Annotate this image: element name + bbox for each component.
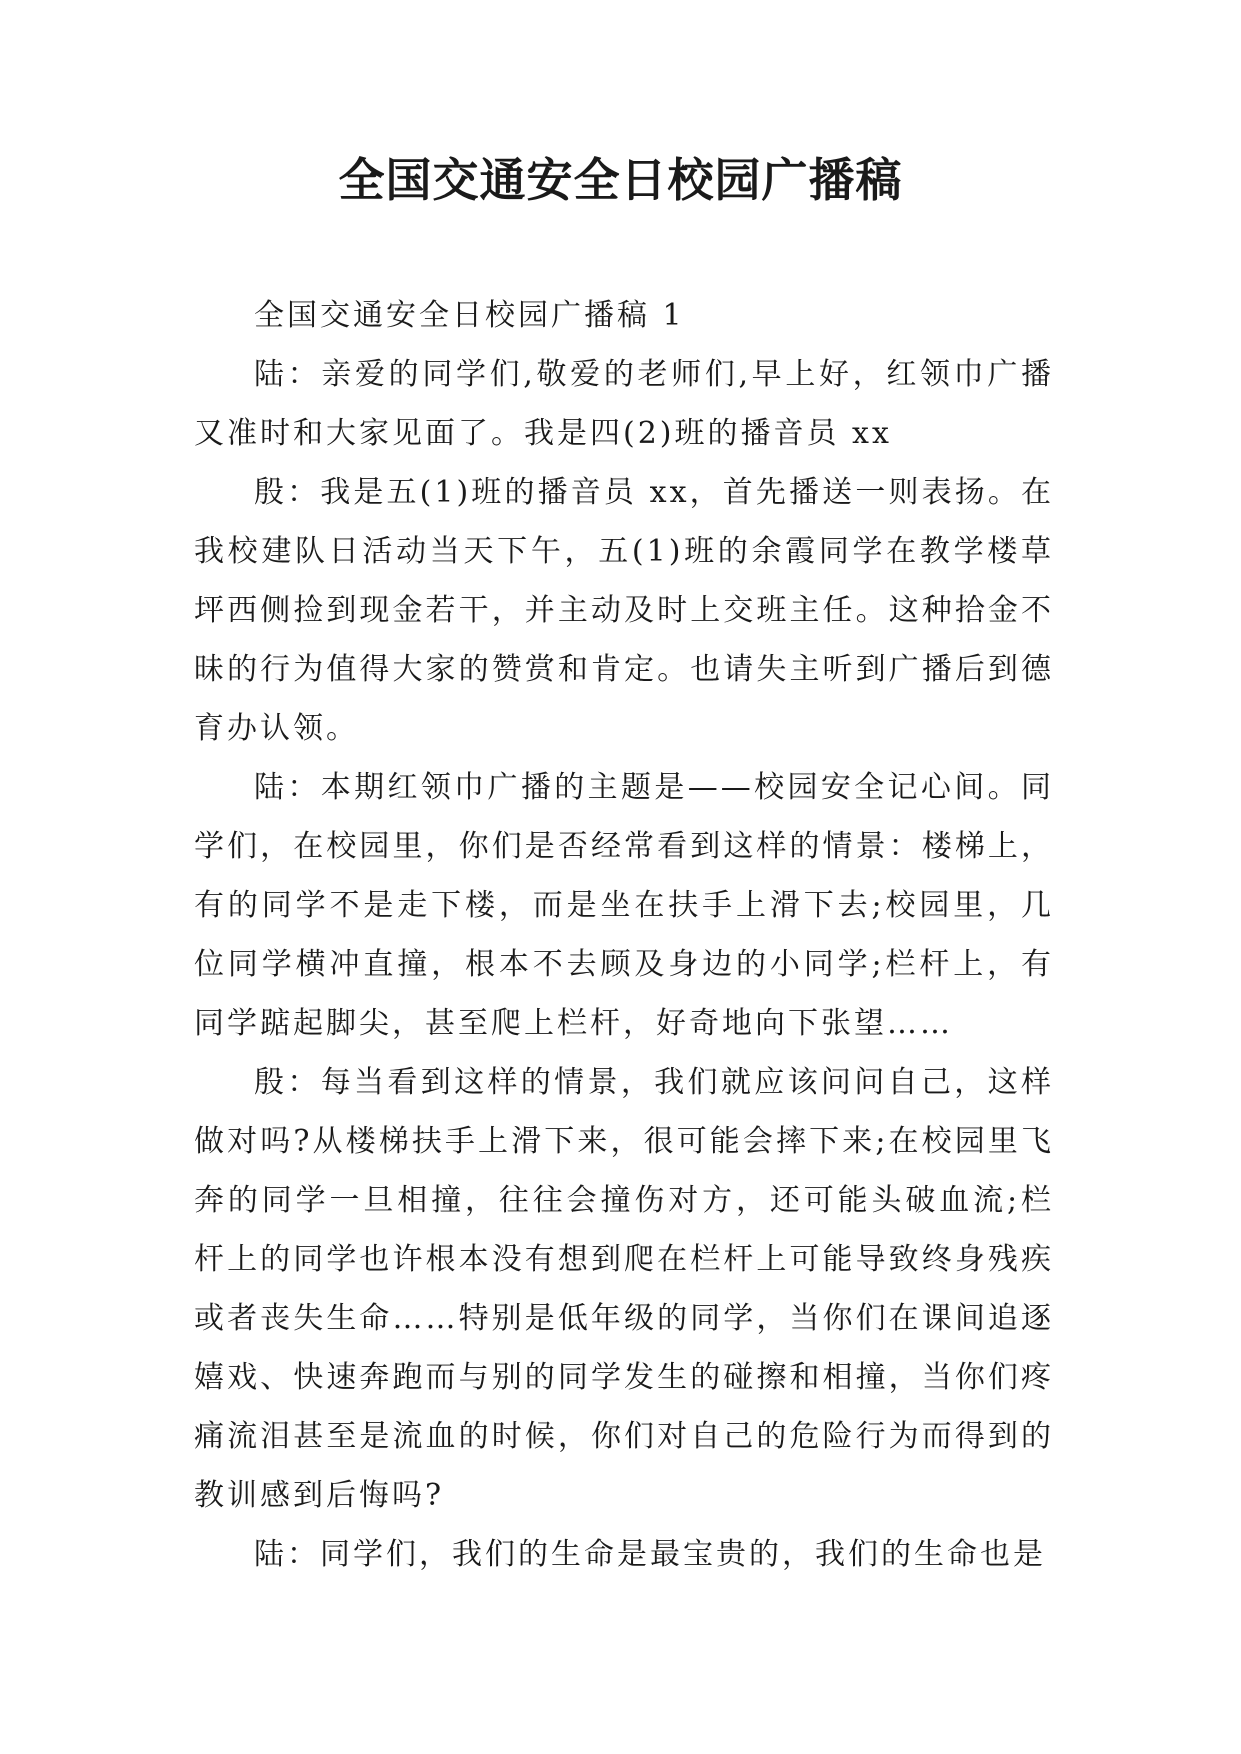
document-body — [194, 286, 1054, 1584]
document-title: 全国交通安全日校园广播稿 — [338, 153, 903, 207]
paragraph: 陆：亲爱的同学们,敬爱的老师们,早上好，红领巾广播又准时和大家见面了。我是四(2)班的播音员 xx — [194, 357, 1054, 451]
paragraph: 殷：每当看到这样的情景，我们就应该问问自己，这样做对吗?从楼梯扶手上滑下来，很可能会摔下来;在校园里飞奔的同学一旦相撞，往往会撞伤对方，还可能头破血流;栏杆上的同学也许根本没有想到爬在栏杆上可能导致终身残疾或者丧失生命……特别是低年级的同学，当你们在课间追逐嬉戏、快速奔跑而与别的同学发生的碰擦和相撞，当你们疼痛流泪甚至是流血的时候，你们对自己的危险行为而得到的教训感到后悔吗? — [194, 1065, 1054, 1513]
paragraph: 陆：本期红领巾广播的主题是——校园安全记心间。同学们，在校园里，你们是否经常看到这样的情景：楼梯上，有的同学不是走下楼，而是坐在扶手上滑下去;校园里，几位同学横冲直撞，根本不去顾及身边的小同学;栏杆上，有同学踮起脚尖，甚至爬上栏杆，好奇地向下张望…… — [194, 770, 1054, 1041]
paragraph-heading: 全国交通安全日校园广播稿 1 — [254, 298, 685, 333]
paragraph: 殷：我是五(1)班的播音员 xx，首先播送一则表扬。在我校建队日活动当天下午，五(1)班的余霞同学在教学楼草坪西侧捡到现金若干，并主动及时上交班主任。这种拾金不昧的行为值得大家的赞赏和肯定。也请失主听到广播后到德育办认领。 — [194, 475, 1054, 746]
paragraph: 陆：同学们，我们的生命是最宝贵的，我们的生命也是 — [254, 1537, 1046, 1572]
